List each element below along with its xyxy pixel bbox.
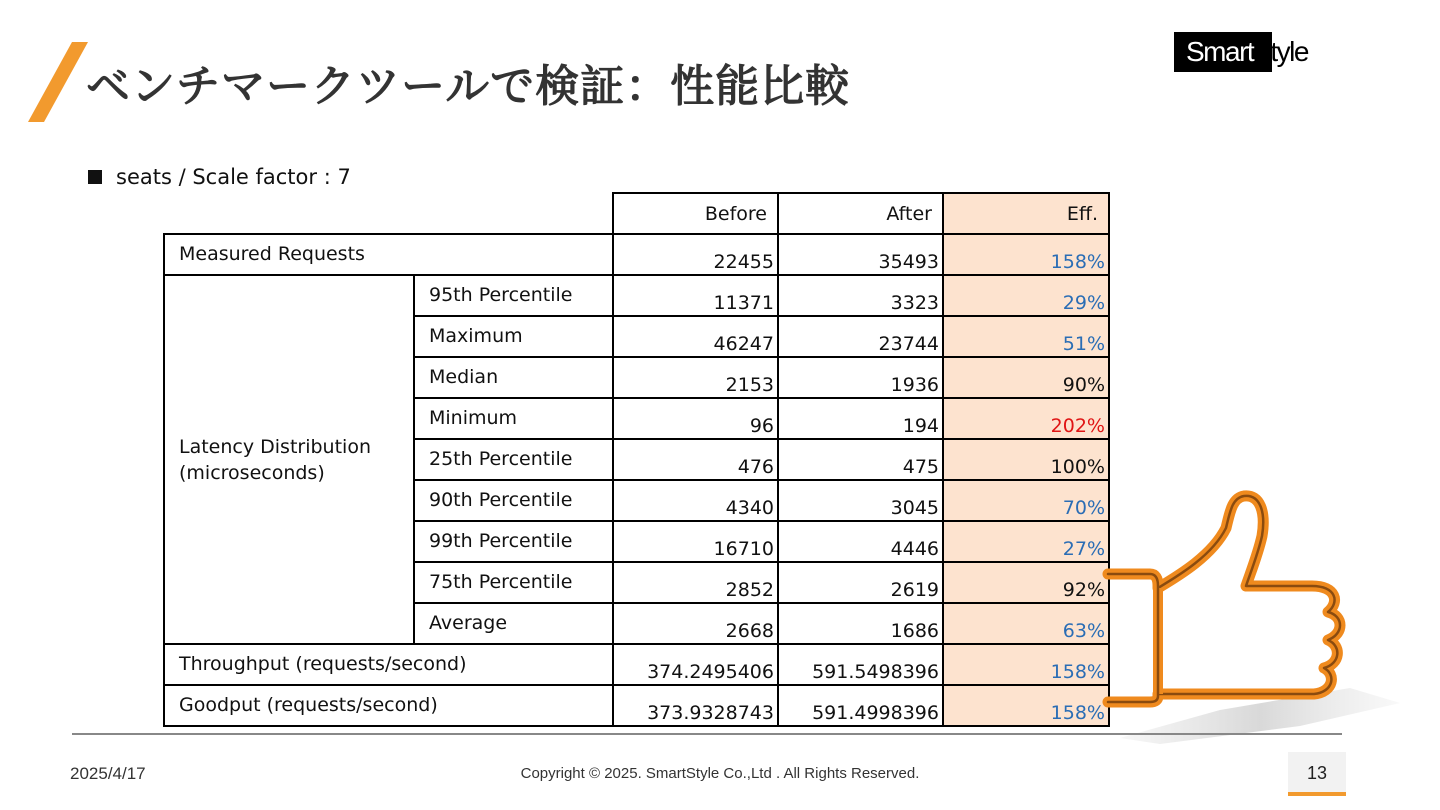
header-blank-cell: [164, 193, 613, 234]
value-eff: 51%: [943, 316, 1109, 357]
value-eff: 100%: [943, 439, 1109, 480]
logo-text-smart: Smart: [1186, 36, 1254, 67]
header-after: After: [778, 193, 943, 234]
value-after: 4446: [778, 521, 943, 562]
smartstyle-logo: [1174, 32, 1336, 74]
row-label: Throughput (requests/second): [164, 644, 613, 685]
value-eff: 63%: [943, 603, 1109, 644]
value-after: 3323: [778, 275, 943, 316]
value-after: 1686: [778, 603, 943, 644]
value-before: 46247: [613, 316, 778, 357]
value-eff: 158%: [943, 234, 1109, 275]
value-eff: 90%: [943, 357, 1109, 398]
table-row: [164, 685, 1109, 726]
value-before: 16710: [613, 521, 778, 562]
slide-title: ベンチマークツールで検証：性能比較: [86, 61, 851, 112]
bullet-point: [88, 165, 351, 189]
value-eff: 29%: [943, 275, 1109, 316]
value-after: 591.4998396: [778, 685, 943, 726]
page-number: 13: [1288, 752, 1346, 796]
value-eff: 70%: [943, 480, 1109, 521]
row-label: Measured Requests: [164, 234, 613, 275]
value-before: 22455: [613, 234, 778, 275]
logo-text: [1186, 36, 1308, 68]
header-before: Before: [613, 193, 778, 234]
row-label: Goodput (requests/second): [164, 685, 613, 726]
value-before: 11371: [613, 275, 778, 316]
benchmark-table: [163, 192, 1110, 727]
row-label: 75th Percentile: [414, 562, 613, 603]
value-after: 2619: [778, 562, 943, 603]
table-row: [164, 234, 1109, 275]
table-header-row: [164, 193, 1109, 234]
value-after: 194: [778, 398, 943, 439]
latency-group-label-line1: Latency Distribution: [179, 435, 371, 458]
value-after: 23744: [778, 316, 943, 357]
row-label: Maximum: [414, 316, 613, 357]
row-label: 99th Percentile: [414, 521, 613, 562]
value-before: 96: [613, 398, 778, 439]
value-before: 4340: [613, 480, 778, 521]
row-label: Median: [414, 357, 613, 398]
latency-group-label-line2: (microseconds): [179, 461, 325, 484]
value-after: 475: [778, 439, 943, 480]
value-eff: 202%: [943, 398, 1109, 439]
latency-group-label: [164, 275, 414, 644]
bullet-text: seats / Scale factor : 7: [116, 165, 351, 189]
table-row: [164, 275, 1109, 316]
latency-rows: [164, 275, 1109, 644]
logo-text-style: Style: [1253, 36, 1308, 67]
accent-slash-shape: [28, 42, 88, 122]
value-before: 2852: [613, 562, 778, 603]
value-after: 35493: [778, 234, 943, 275]
square-bullet-icon: [88, 170, 102, 184]
footer-date: 2025/4/17: [70, 764, 146, 783]
value-after: 591.5498396: [778, 644, 943, 685]
value-after: 1936: [778, 357, 943, 398]
value-before: 373.9328743: [613, 685, 778, 726]
value-eff: 27%: [943, 521, 1109, 562]
table-row: [164, 644, 1109, 685]
value-eff: 158%: [943, 644, 1109, 685]
value-after: 3045: [778, 480, 943, 521]
row-label: 95th Percentile: [414, 275, 613, 316]
footer-copyright: Copyright © 2025. SmartStyle Co.,Ltd . All Rights Reserved.: [520, 765, 920, 782]
header-eff: Eff.: [943, 193, 1109, 234]
footer-divider: [72, 733, 1342, 735]
row-label: 25th Percentile: [414, 439, 613, 480]
value-eff: 158%: [943, 685, 1109, 726]
value-before: 476: [613, 439, 778, 480]
row-label: Minimum: [414, 398, 613, 439]
value-eff: 92%: [943, 562, 1109, 603]
row-label: Average: [414, 603, 613, 644]
value-before: 374.2495406: [613, 644, 778, 685]
thumbs-up-icon: [1100, 488, 1420, 748]
value-before: 2668: [613, 603, 778, 644]
row-label: 90th Percentile: [414, 480, 613, 521]
value-before: 2153: [613, 357, 778, 398]
